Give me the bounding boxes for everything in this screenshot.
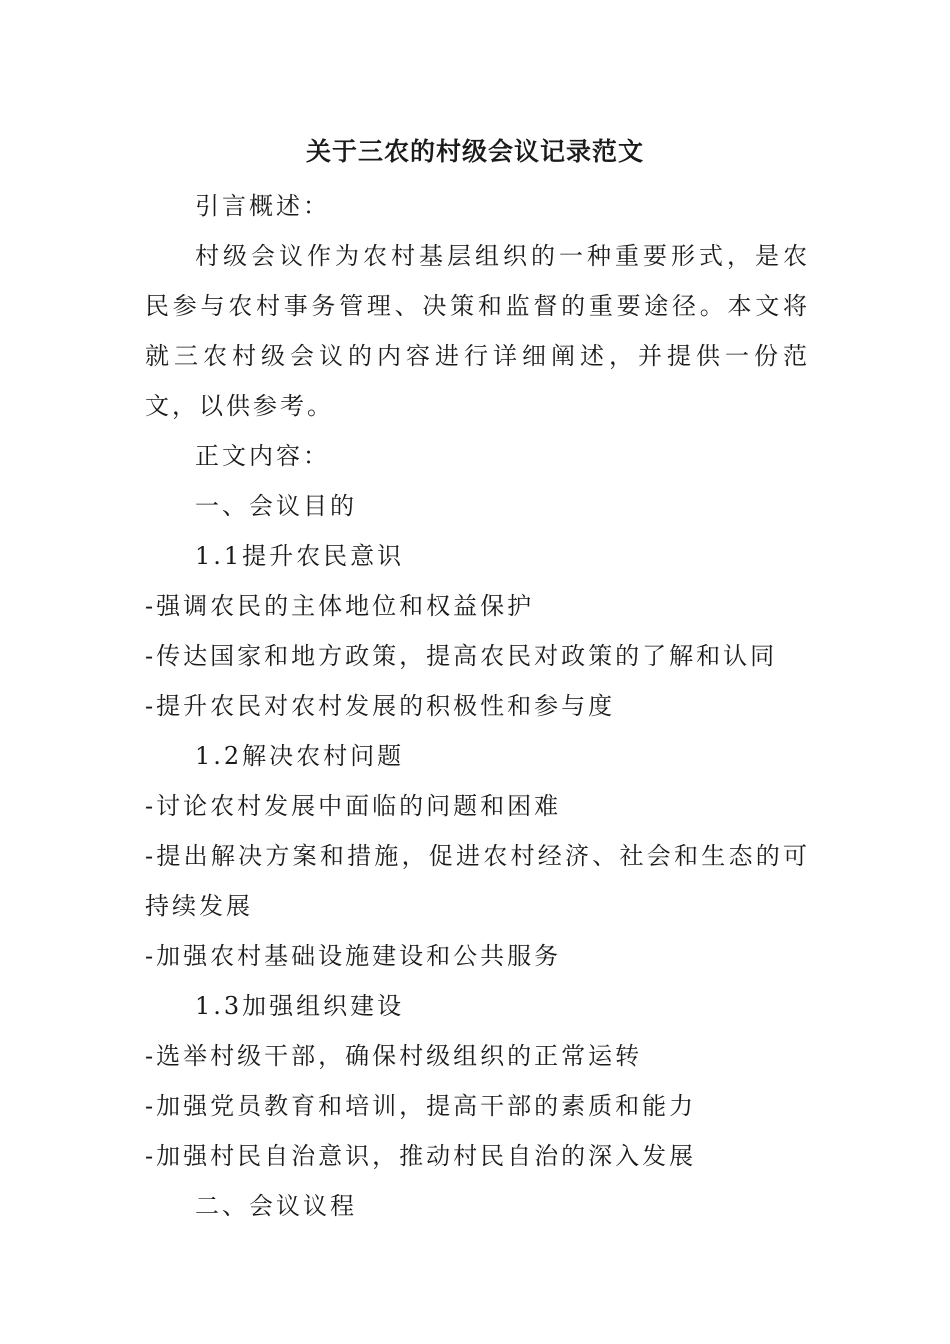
bullet-item: -提出解决方案和措施，促进农村经济、社会和生态的可持续发展 xyxy=(145,842,810,920)
body-heading: 正文内容： xyxy=(195,442,330,470)
bullet-item: -加强党员教育和培训，提高干部的素质和能力 xyxy=(145,1092,697,1120)
bullet-item: -加强农村基础设施建设和公共服务 xyxy=(145,942,562,970)
bullet-item: -强调农民的主体地位和权益保护 xyxy=(145,592,535,620)
bullet-item: -加强村民自治意识，推动村民自治的深入发展 xyxy=(145,1142,697,1170)
bullet-item: -提升农民对农村发展的积极性和参与度 xyxy=(145,692,616,720)
section-heading-agenda: 二、会议议程 xyxy=(195,1192,357,1220)
intro-heading: 引言概述： xyxy=(195,192,330,220)
document-body xyxy=(145,181,810,1231)
subsection-heading: 1.3加强组织建设 xyxy=(195,992,405,1020)
document-title: 关于三农的村级会议记录范文 xyxy=(305,137,644,166)
bullet-item: -选举村级干部，确保村级组织的正常运转 xyxy=(145,1042,643,1070)
section-heading-purpose: 一、会议目的 xyxy=(195,492,357,520)
bullet-item: -传达国家和地方政策，提高农民对政策的了解和认同 xyxy=(145,642,778,670)
subsection-heading: 1.2解决农村问题 xyxy=(195,742,405,770)
intro-paragraph: 村级会议作为农村基层组织的一种重要形式，是农民参与农村事务管理、决策和监督的重要途径。本文将就三农村级会议的内容进行详细阐述，并提供一份范文，以供参考。 xyxy=(145,242,810,420)
subsection-heading: 1.1提升农民意识 xyxy=(195,542,405,570)
bullet-item: -讨论农村发展中面临的问题和困难 xyxy=(145,792,562,820)
